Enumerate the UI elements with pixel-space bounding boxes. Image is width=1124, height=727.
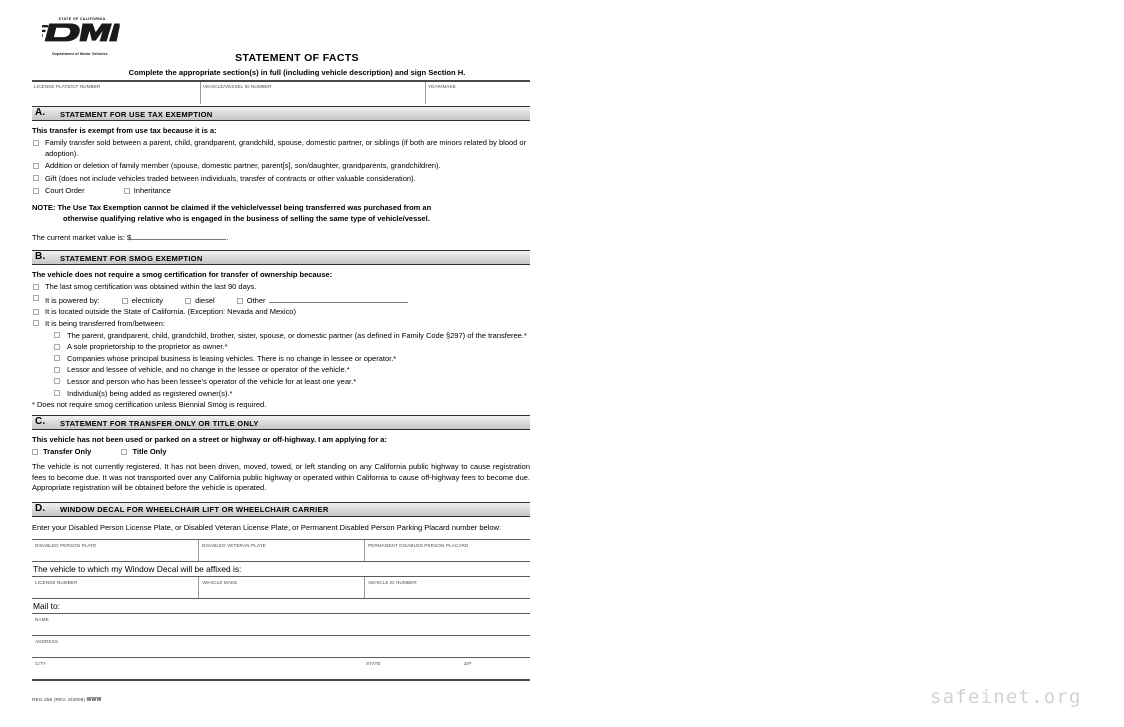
- form-id: REG 256 (REV. 8/2008): [32, 698, 87, 703]
- checkbox-electricity[interactable]: [122, 296, 163, 305]
- placard-row: [32, 540, 530, 561]
- checkbox-label: Gift (does not include vehicles traded between individuals, transfer of contracts or other valuable consideration).: [45, 173, 416, 183]
- divider: [198, 577, 199, 598]
- checkbox-transferred-between[interactable]: [32, 319, 530, 330]
- divider: [198, 540, 199, 561]
- address-label: ADDRESS: [35, 639, 59, 645]
- section-b-sub-options: [32, 331, 530, 400]
- market-value-label: The current market value is: $: [32, 233, 132, 243]
- affix-line: The vehicle to which my Window Decal will be affixed is:: [33, 564, 242, 575]
- checkbox-icon[interactable]: [33, 188, 39, 194]
- section-a-lead: This transfer is exempt from use tax because it is a:: [32, 126, 217, 135]
- year-make-label: YEAR/MAKE: [428, 84, 456, 89]
- checkbox-label: Lessor and lessee of vehicle, and no change in the lessee or operator of the vehicle.*: [67, 365, 350, 375]
- checkbox-label: The parent, grandparent, child, grandchild, brother, sister, spouse, or domestic partner (as defined in Family Code §297) of the transferee.*: [67, 330, 527, 340]
- page-subtitle: Complete the appropriate section(s) in full (including vehicle description) and sign Section H.: [128, 68, 466, 77]
- mail-address-row[interactable]: [32, 636, 530, 657]
- checkbox-lessor-operator[interactable]: [54, 377, 530, 388]
- powered-by-label: It is powered by:: [45, 295, 100, 305]
- mail-to-table: [32, 613, 530, 681]
- checkbox-label-inheritance: Inheritance: [133, 186, 171, 196]
- section-a-letter: A.: [35, 107, 46, 118]
- checkbox-diesel[interactable]: [185, 296, 215, 305]
- checkbox-icon[interactable]: [33, 309, 39, 315]
- checkbox-family-relation[interactable]: [54, 331, 530, 342]
- year-make-field[interactable]: [426, 82, 530, 104]
- checkbox-lessor-lessee[interactable]: [54, 365, 530, 376]
- vehicle-header-row: [32, 82, 530, 104]
- mail-to-label: Mail to:: [33, 601, 60, 612]
- section-b-footnote: * Does not require smog certification unless Biennial Smog is required.: [32, 400, 267, 410]
- checkbox-label-electricity: electricity: [131, 295, 163, 305]
- logo-state-line: STATE OF CALIFORNIA: [58, 17, 106, 21]
- form-footer: [32, 697, 102, 703]
- form-www: WWW: [86, 697, 102, 703]
- section-d-letter: D.: [35, 502, 46, 514]
- checkbox-outside-california[interactable]: [32, 307, 530, 318]
- decal-vehicle-row: [32, 577, 530, 598]
- checkbox-family-transfer[interactable]: [32, 138, 530, 159]
- section-a-note: [32, 203, 530, 224]
- checkbox-icon[interactable]: [33, 175, 39, 181]
- section-b-header: [32, 250, 530, 265]
- vessel-id-field[interactable]: [201, 82, 425, 104]
- checkbox-icon[interactable]: [33, 163, 39, 169]
- checkbox-inheritance[interactable]: [124, 186, 171, 195]
- note-label: NOTE:: [32, 202, 56, 212]
- checkbox-family-addition[interactable]: [32, 161, 530, 172]
- checkbox-label-transfer-only: Transfer Only: [43, 447, 92, 457]
- page-title: STATEMENT OF FACTS: [235, 52, 359, 64]
- checkbox-icon[interactable]: [54, 390, 60, 396]
- city-label: CITY: [35, 661, 46, 667]
- checkbox-powered-by-row[interactable]: [32, 294, 530, 307]
- checkbox-icon[interactable]: [33, 295, 39, 301]
- vehicle-make-label: VEHICLE MAKE: [202, 580, 238, 586]
- checkbox-icon[interactable]: [33, 284, 39, 290]
- permanent-placard-label: PERMANENT DISABLED PERSON PLACARD: [368, 543, 469, 549]
- section-a-title: STATEMENT FOR USE TAX EXEMPTION: [60, 109, 213, 119]
- checkbox-leasing-companies[interactable]: [54, 354, 530, 365]
- note-line-1: The Use Tax Exemption cannot be claimed if the vehicle/vessel being transferred was purchased from an: [57, 202, 432, 212]
- license-number-label: LICENSE NUMBER: [35, 580, 78, 586]
- section-d-paragraph: Enter your Disabled Person License Plate, or Disabled Veteran License Plate, or Permanent Disabled Person Parking Placard number below:: [32, 522, 502, 532]
- divider: [32, 679, 530, 681]
- market-value-input[interactable]: [131, 231, 229, 243]
- logo-dept-line: Department of Motor Vehicles: [52, 52, 108, 56]
- checkbox-icon[interactable]: [124, 188, 130, 194]
- section-c-letter: C.: [35, 416, 46, 428]
- checkbox-transfer-only[interactable]: [32, 447, 91, 456]
- checkbox-icon[interactable]: [237, 298, 243, 304]
- form-body: [32, 0, 530, 681]
- vessel-id-label: VEHICLE/VESSEL ID NUMBER: [203, 84, 272, 89]
- section-b-letter: B.: [35, 251, 46, 263]
- checkbox-label: Addition or deletion of family member (spouse, domestic partner, parent[s], son/daughter, grandparents, grandchildren).: [45, 161, 441, 171]
- name-label: NAME: [35, 617, 49, 623]
- checkbox-icon[interactable]: [54, 367, 60, 373]
- checkbox-label: It is located outside the State of California. (Exception: Nevada and Mexico): [45, 307, 296, 317]
- checkbox-label-diesel: diesel: [195, 295, 215, 305]
- decal-vehicle-table: [32, 576, 530, 599]
- license-plate-field[interactable]: [32, 82, 200, 104]
- checkbox-label: The last smog certification was obtained within the last 90 days.: [45, 282, 257, 292]
- section-c-title: STATEMENT FOR TRANSFER ONLY OR TITLE ONLY: [60, 418, 259, 428]
- checkbox-label: Family transfer sold between a parent, child, grandparent, grandchild, spouse, domestic partner, or siblings (if both are minors related by blood or adoption).: [45, 138, 527, 158]
- note-line-2: otherwise qualifying relative who is engaged in the business of selling the same type of vehicle/vessel.: [63, 213, 430, 223]
- checkbox-label-title-only: Title Only: [132, 447, 167, 457]
- checkbox-last-smog[interactable]: [32, 282, 530, 293]
- disabled-veteran-plate-label: DISABLED VETERAN PLATE: [202, 543, 266, 549]
- checkbox-icon[interactable]: [121, 449, 127, 455]
- checkbox-icon[interactable]: [32, 449, 38, 455]
- section-c-choices: [32, 447, 530, 456]
- checkbox-label: Companies whose principal business is leasing vehicles. There is no change in lessee or operator.*: [67, 353, 397, 363]
- mail-name-row[interactable]: [32, 614, 530, 635]
- placard-table: [32, 539, 530, 562]
- divider: [364, 577, 365, 598]
- powered-other-input[interactable]: [269, 294, 408, 303]
- section-c-header: [32, 415, 530, 430]
- checkbox-icon[interactable]: [122, 298, 128, 304]
- checkbox-label: Individual(s) being added as registered owner(s).*: [67, 388, 233, 398]
- checkbox-sole-proprietorship[interactable]: [54, 342, 530, 353]
- checkbox-label-court-order: Court Order: [45, 186, 85, 196]
- vehicle-id-label: VEHICLE ID NUMBER: [368, 580, 417, 586]
- disabled-person-plate-label: DISABLED PERSON PLATE: [35, 543, 97, 549]
- section-a-header: [32, 106, 530, 121]
- checkbox-icon[interactable]: [33, 320, 39, 326]
- market-value-row[interactable]: [32, 231, 530, 242]
- watermark: safeinet.org: [930, 686, 1082, 708]
- checkbox-label: Lessor and person who has been lessee's operator of the vehicle for at least one year.*: [67, 376, 357, 386]
- checkbox-other[interactable]: [237, 296, 266, 305]
- checkbox-court-order-row[interactable]: [32, 186, 530, 197]
- section-c-lead: This vehicle has not been used or parked on a street or highway or off-highway. I am applying for a:: [32, 435, 387, 445]
- license-plate-label: LICENSE PLATE/CF NUMBER: [34, 84, 101, 89]
- checkbox-icon[interactable]: [185, 298, 191, 304]
- divider: [364, 540, 365, 561]
- checkbox-icon[interactable]: [54, 332, 60, 338]
- checkbox-added-owners[interactable]: [54, 389, 530, 400]
- section-b-title: STATEMENT FOR SMOG EXEMPTION: [60, 253, 203, 263]
- vehicle-header-table: [32, 80, 530, 104]
- section-b-lead: The vehicle does not require a smog certification for transfer of ownership because:: [32, 270, 333, 280]
- checkbox-label: A sole proprietorship to the proprietor as owner.*: [67, 342, 228, 352]
- market-value-trailing: .: [226, 233, 229, 243]
- checkbox-icon[interactable]: [54, 344, 60, 350]
- checkbox-label-other: Other: [246, 295, 266, 305]
- checkbox-gift[interactable]: [32, 174, 530, 185]
- checkbox-icon[interactable]: [54, 378, 60, 384]
- section-d-title: WINDOW DECAL FOR WHEELCHAIR LIFT OR WHEELCHAIR CARRIER: [60, 505, 329, 515]
- checkbox-title-only[interactable]: [121, 447, 166, 456]
- checkbox-label: It is being transferred from/between:: [45, 318, 166, 328]
- checkbox-icon[interactable]: [33, 140, 39, 146]
- zip-label: ZIP: [464, 661, 472, 667]
- checkbox-icon[interactable]: [54, 355, 60, 361]
- section-c-paragraph: The vehicle is not currently registered. It has not been driven, moved, towed, or left standing on any California public highway to cause registration fees to become due. It was not transported over any California public highway or operated within California to cause off-highway fees to become due. Appropriate registration will be obtained before the vehicle is operated.: [32, 462, 530, 493]
- state-label: STATE: [366, 661, 381, 667]
- section-d-header: [32, 502, 530, 517]
- mail-city-state-zip-row[interactable]: [32, 658, 530, 679]
